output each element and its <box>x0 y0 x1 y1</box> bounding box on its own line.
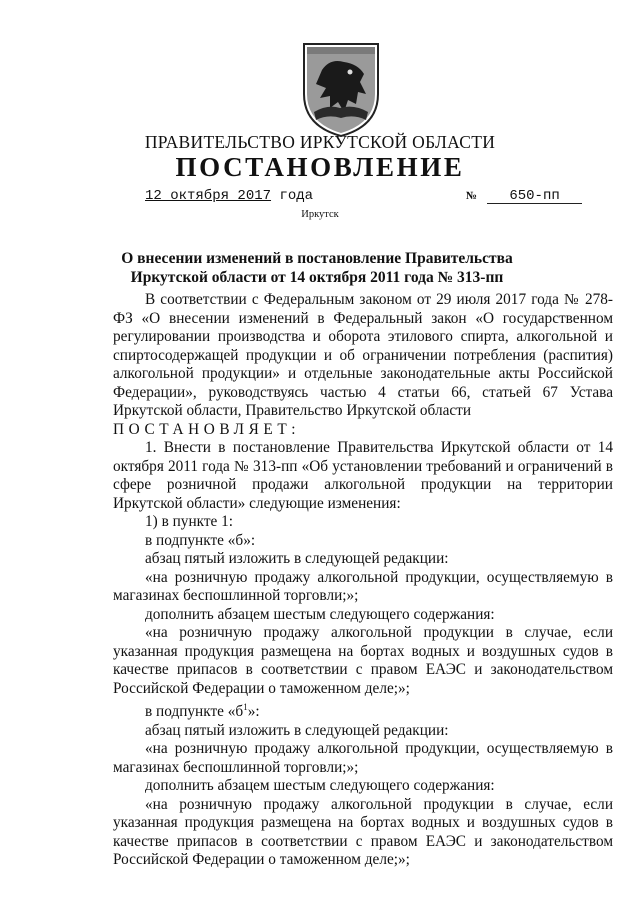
list-item: дополнить абзацем шестым следующего содержания: <box>145 605 495 623</box>
coat-of-arms-icon <box>300 42 382 138</box>
item-1-paragraph: 1. Внести в постановление Правительства Иркутской области от 14 октября 2011 года № 313-пп «Об установлении требований и ограничений в сфере розничной продажи алкогольной продукции на территории Иркутской области» следующие изменения: <box>113 439 613 512</box>
decree-date <box>145 188 313 204</box>
government-name: ПРАВИТЕЛЬСТВО ИРКУТСКОЙ ОБЛАСТИ <box>144 132 496 152</box>
list-item <box>113 698 613 722</box>
list-item: абзац пятый изложить в следующей редакции: <box>145 550 449 567</box>
list-item: дополнить абзацем шестым следующего содержания: <box>145 777 495 795</box>
date-suffix: года <box>279 188 314 204</box>
list-item-text: в подпункте «б <box>145 703 244 721</box>
list-item: «на розничную продажу алкогольной продукции, осуществляемую в магазинах беспошлинной торговли;»; <box>113 568 613 604</box>
date-value: 12 октября 2017 <box>145 188 272 204</box>
document-type: ПОСТАНОВЛЕНИЕ <box>175 152 465 182</box>
list-item: «на розничную продажу алкогольной продукции в случае, если указанная продукция размещена на бортах водных и воздушных судов в качестве припасов в соответствии с правом ЕАЭС и законодательством Российской Федерации о таможенном деле;»; <box>113 624 613 697</box>
document-body <box>113 291 613 870</box>
list-item-text: »: <box>247 703 260 721</box>
list-item: в подпункте «б»: <box>145 531 256 549</box>
list-item: абзац пятый изложить в следующей редакции: <box>145 721 449 739</box>
list-item: «на розничную продажу алкогольной продукции в случае, если указанная продукция размещена на бортах водных и воздушных судов в качестве припасов в соответствии с правом ЕАЭС и законодательством Российской Федерации о таможенном деле;»; <box>113 795 613 869</box>
superscript: 1 <box>243 702 248 712</box>
intro-paragraph: В соответствии с Федеральным законом от 29 июля 2017 года № 278-ФЗ «О внесении изменений в Федеральный закон «О государственном регулировании производства и оборота этилового спирта, алкогольной и спиртосодержащей продукции и об ограничении потребления (распития) алкогольной продукции» и отдельные законодательные акты Российской Федерации», руководствуясь частью 4 статьи 66, статьей 67 Устава Иркутской области, Правительство Иркутской области <box>113 291 613 419</box>
number-sign: № <box>466 190 478 202</box>
number-value: 650-пп <box>487 189 582 204</box>
document-title: О внесении изменений в постановление Правительства Иркутской области от 14 октября 2011 года № 313-пп <box>121 250 513 286</box>
list-item: «на розничную продажу алкогольной продукции, осуществляемую в магазинах беспошлинной торговли;»; <box>113 740 613 776</box>
decree-number <box>466 188 582 204</box>
list-item: 1) в пункте 1: <box>145 513 234 530</box>
city: Иркутск <box>301 209 339 220</box>
resolves-heading: ПОСТАНОВЛЯЕТ: <box>113 420 301 438</box>
